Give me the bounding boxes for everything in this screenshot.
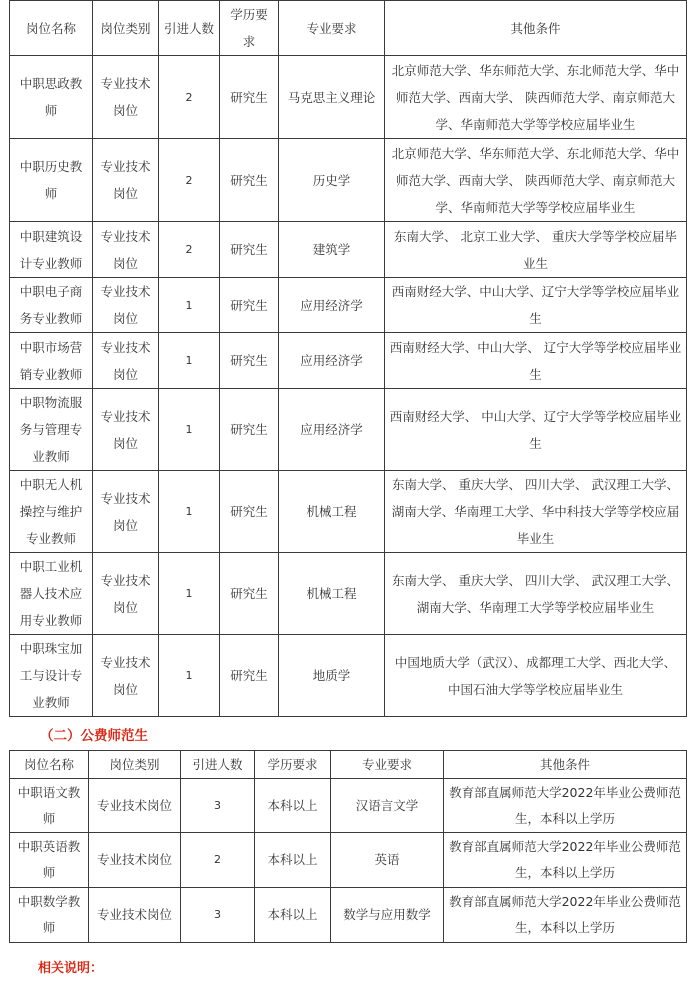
header-cell: 岗位类别	[93, 1, 159, 56]
post-education: 研究生	[220, 553, 279, 635]
table-row	[10, 222, 687, 278]
post-education: 研究生	[220, 56, 279, 139]
post-count: 3	[181, 888, 255, 943]
post-count: 1	[159, 278, 220, 333]
header-cell: 岗位名称	[10, 751, 89, 779]
post-count: 1	[159, 553, 220, 635]
post-major: 应用经济学	[279, 389, 385, 471]
post-education: 本科以上	[255, 888, 331, 943]
post-major: 机械工程	[279, 553, 385, 635]
post-category: 专业技术岗位	[89, 833, 181, 888]
post-major: 机械工程	[279, 471, 385, 553]
post-name: 中职珠宝加工与设计专业教师	[10, 635, 93, 717]
post-major: 应用经济学	[279, 333, 385, 389]
post-education: 研究生	[220, 222, 279, 278]
header-cell: 专业要求	[279, 1, 385, 56]
post-conditions: 教育部直属师范大学2022年毕业公费师范生，本科以上学历	[444, 833, 687, 888]
table-header-row	[10, 1, 687, 56]
post-name: 中职物流服务与管理专业教师	[10, 389, 93, 471]
post-count: 3	[181, 779, 255, 833]
post-count: 1	[159, 389, 220, 471]
table-row	[10, 779, 687, 833]
table-row	[10, 833, 687, 888]
header-cell: 引进人数	[159, 1, 220, 56]
post-category: 专业技术岗位	[93, 278, 159, 333]
post-category: 专业技术岗位	[93, 389, 159, 471]
post-conditions: 西南财经大学、中山大学、辽宁大学等学校应届毕业生	[385, 278, 687, 333]
section-title: （二）公费师范生	[40, 728, 148, 744]
post-count: 2	[159, 222, 220, 278]
post-major: 建筑学	[279, 222, 385, 278]
header-cell: 专业要求	[331, 751, 444, 779]
post-education: 研究生	[220, 139, 279, 222]
post-major: 地质学	[279, 635, 385, 717]
post-category: 专业技术岗位	[89, 779, 181, 833]
post-category: 专业技术岗位	[93, 553, 159, 635]
table-row	[10, 139, 687, 222]
table-row	[10, 278, 687, 333]
header-cell: 岗位类别	[89, 751, 181, 779]
table-row	[10, 635, 687, 717]
post-count: 1	[159, 635, 220, 717]
post-name: 中职历史教师	[10, 139, 93, 222]
post-education: 本科以上	[255, 833, 331, 888]
post-conditions: 西南财经大学、 中山大学、辽宁大学等学校应届毕业生	[385, 389, 687, 471]
post-category: 专业技术岗位	[93, 635, 159, 717]
post-education: 研究生	[220, 635, 279, 717]
post-name: 中职市场营销专业教师	[10, 333, 93, 389]
post-name: 中职英语教师	[10, 833, 89, 888]
post-major: 数学与应用数学	[331, 888, 444, 943]
post-conditions: 东南大学、 重庆大学、 四川大学、 武汉理工大学、湖南大学、华南理工大学、华中科技大学等学校应届毕业生	[385, 471, 687, 553]
header-cell: 学历要求	[255, 751, 331, 779]
table-row	[10, 553, 687, 635]
post-count: 1	[159, 471, 220, 553]
post-count: 2	[159, 56, 220, 139]
post-conditions: 西南财经大学、中山大学、 辽宁大学等学校应届毕业生	[385, 333, 687, 389]
post-major: 历史学	[279, 139, 385, 222]
post-education: 研究生	[220, 278, 279, 333]
post-name: 中职数学教师	[10, 888, 89, 943]
post-conditions: 东南大学、 北京工业大学、 重庆大学等学校应届毕业生	[385, 222, 687, 278]
post-conditions: 中国地质大学（武汉）、成都理工大学、西北大学、中国石油大学等学校应届毕业生	[385, 635, 687, 717]
post-count: 2	[181, 833, 255, 888]
post-conditions: 北京师范大学、华东师范大学、东北师范大学、华中师范大学、西南大学、 陕西师范大学、南京师范大学、华南师范大学等学校应届毕业生	[385, 139, 687, 222]
post-name: 中职思政教师	[10, 56, 93, 139]
post-conditions: 教育部直属师范大学2022年毕业公费师范生，本科以上学历	[444, 888, 687, 943]
post-education: 研究生	[220, 471, 279, 553]
table-row	[10, 888, 687, 943]
post-conditions: 北京师范大学、华东师范大学、东北师范大学、华中师范大学、西南大学、 陕西师范大学、南京师范大学、华南师范大学等学校应届毕业生	[385, 56, 687, 139]
post-name: 中职语文教师	[10, 779, 89, 833]
post-name: 中职无人机操控与维护专业教师	[10, 471, 93, 553]
table-row	[10, 56, 687, 139]
header-cell: 岗位名称	[10, 1, 93, 56]
post-conditions: 东南大学、 重庆大学、 四川大学、 武汉理工大学、湖南大学、华南理工大学等学校应届毕业生	[385, 553, 687, 635]
post-name: 中职工业机器人技术应用专业教师	[10, 553, 93, 635]
talent-table-public-normal	[9, 750, 687, 943]
post-education: 本科以上	[255, 779, 331, 833]
post-category: 专业技术岗位	[93, 471, 159, 553]
post-major: 应用经济学	[279, 278, 385, 333]
post-education: 研究生	[220, 389, 279, 471]
post-category: 专业技术岗位	[93, 333, 159, 389]
post-major: 马克思主义理论	[279, 56, 385, 139]
header-cell: 其他条件	[385, 1, 687, 56]
post-category: 专业技术岗位	[89, 888, 181, 943]
table-row	[10, 471, 687, 553]
post-conditions: 教育部直属师范大学2022年毕业公费师范生，本科以上学历	[444, 779, 687, 833]
talent-table-graduate	[9, 0, 687, 717]
header-cell: 引进人数	[181, 751, 255, 779]
post-category: 专业技术岗位	[93, 222, 159, 278]
post-major: 英语	[331, 833, 444, 888]
post-education: 研究生	[220, 333, 279, 389]
header-cell: 学历要求	[220, 1, 279, 56]
header-cell: 其他条件	[444, 751, 687, 779]
table-row	[10, 389, 687, 471]
post-category: 专业技术岗位	[93, 56, 159, 139]
post-count: 1	[159, 333, 220, 389]
post-count: 2	[159, 139, 220, 222]
post-name: 中职电子商务专业教师	[10, 278, 93, 333]
post-name: 中职建筑设计专业教师	[10, 222, 93, 278]
post-category: 专业技术岗位	[93, 139, 159, 222]
table-row	[10, 333, 687, 389]
table-header-row	[10, 751, 687, 779]
post-major: 汉语言文学	[331, 779, 444, 833]
notes-heading: 相关说明：	[38, 961, 104, 976]
